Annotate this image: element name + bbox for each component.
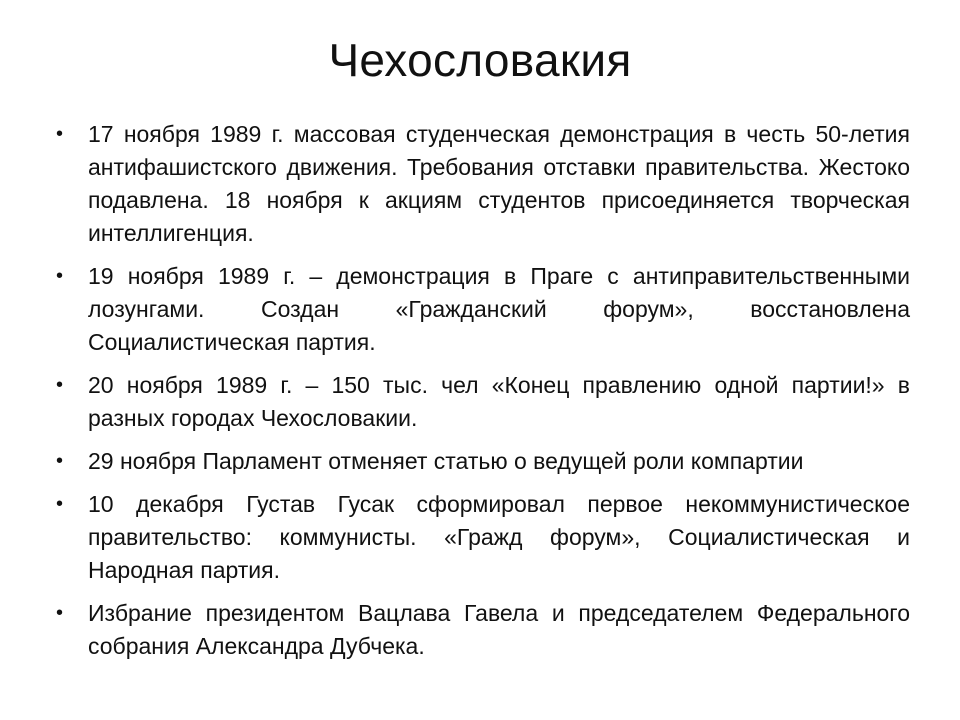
- bullet-text: Избрание президентом Вацлава Гавела и председателем Федерального собрания Александра Дубчека.: [88, 600, 910, 659]
- bullet-item: [52, 369, 910, 435]
- bullet-icon: •: [56, 602, 64, 624]
- bullet-item: [52, 118, 910, 250]
- bullet-text: 29 ноября Парламент отменяет статью о ведущей роли компартии: [88, 448, 804, 474]
- bullet-text: 20 ноября 1989 г. – 150 тыс. чел «Конец правлению одной партии!» в разных городах Чехословакии.: [88, 372, 910, 431]
- bullet-text: 19 ноября 1989 г. – демонстрация в Праге с антиправительственными лозунгами. Создан «Гражданский форум», восстановлена Социалистическая партия.: [88, 263, 910, 355]
- slide-title: Чехословакия: [328, 34, 632, 86]
- bullet-item: [52, 488, 910, 587]
- bullet-item: [52, 260, 910, 359]
- bullet-text: 10 декабря Густав Гусак сформировал первое некоммунистическое правительство: коммунисты. «Гражд форум», Социалистическая и Народная партия.: [88, 491, 910, 583]
- bullet-icon: •: [56, 493, 64, 515]
- bullet-text: 17 ноября 1989 г. массовая студенческая демонстрация в честь 50-летия антифашистского движения. Требования отставки правительства. Жестоко подавлена. 18 ноября к акциям студентов присоединяется творческая интеллигенция.: [88, 121, 910, 246]
- bullet-icon: •: [56, 374, 64, 396]
- bullet-list: [52, 118, 910, 673]
- bullet-icon: •: [56, 123, 64, 145]
- bullet-item: [52, 445, 910, 478]
- bullet-icon: •: [56, 265, 64, 287]
- bullet-item: [52, 597, 910, 663]
- bullet-icon: •: [56, 450, 64, 472]
